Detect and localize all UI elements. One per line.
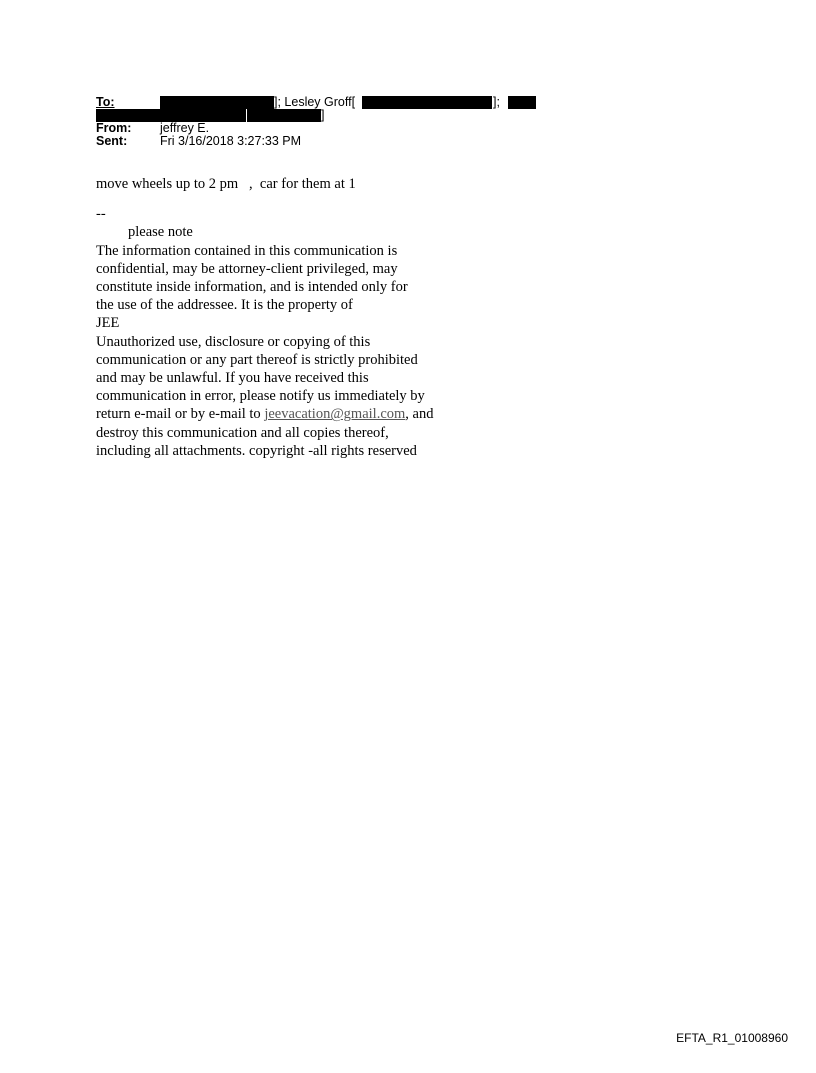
sent-row xyxy=(96,135,556,148)
sent-label: Sent: xyxy=(96,134,128,148)
spacer xyxy=(96,193,516,205)
redaction-block xyxy=(160,96,274,109)
disclaimer-line: JEE xyxy=(96,315,120,332)
message-text: move wheels up to 2 pm , car for them at 1 xyxy=(96,176,356,192)
signature-separator: -- xyxy=(96,206,106,223)
redaction-block xyxy=(362,96,492,109)
disclaimer-line: including all attachments. copyright -all rights reserved xyxy=(96,442,417,459)
to-row xyxy=(96,96,556,109)
disclaimer-text: return e-mail or by e-mail to xyxy=(96,406,265,423)
disclaimer-line-email xyxy=(96,405,516,423)
to-label: To: xyxy=(96,95,115,109)
disclaimer-line: Unauthorized use, disclosure or copying of this xyxy=(96,333,371,350)
note-heading: please note xyxy=(128,224,193,241)
disclaimer-line: the use of the addressee. It is the property of xyxy=(96,297,353,314)
disclaimer-line: communication or any part thereof is strictly prohibited xyxy=(96,351,418,368)
from-value: jeffrey E. xyxy=(160,121,210,135)
to-end-bracket: ] xyxy=(321,108,325,122)
document-id: EFTA_R1_01008960 xyxy=(676,1031,788,1045)
redaction-block xyxy=(508,96,536,109)
disclaimer-line: destroy this communication and all copies thereof, xyxy=(96,424,389,441)
email-link[interactable]: jeevacation@gmail.com xyxy=(264,406,406,423)
disclaimer xyxy=(96,242,516,406)
disclaimer-line: and may be unlawful. If you have received this xyxy=(96,370,369,387)
disclaimer-text: , and xyxy=(405,406,434,423)
disclaimer-line: confidential, may be attorney-client privileged, may xyxy=(96,260,398,277)
disclaimer-line: communication in error, please notify us immediately by xyxy=(96,388,425,405)
redaction-block xyxy=(247,109,321,122)
from-label: From: xyxy=(96,121,132,135)
disclaimer-closing xyxy=(96,424,516,460)
email-body xyxy=(96,175,516,460)
disclaimer-line: The information contained in this communication is xyxy=(96,242,398,259)
sent-value: Fri 3/16/2018 3:27:33 PM xyxy=(160,134,302,148)
to-recipient-lesley-groff: ]; Lesley Groff[ xyxy=(274,95,356,109)
to-separator: ]; xyxy=(493,95,500,109)
email-header xyxy=(96,96,556,148)
disclaimer-line: constitute inside information, and is intended only for xyxy=(96,279,408,296)
